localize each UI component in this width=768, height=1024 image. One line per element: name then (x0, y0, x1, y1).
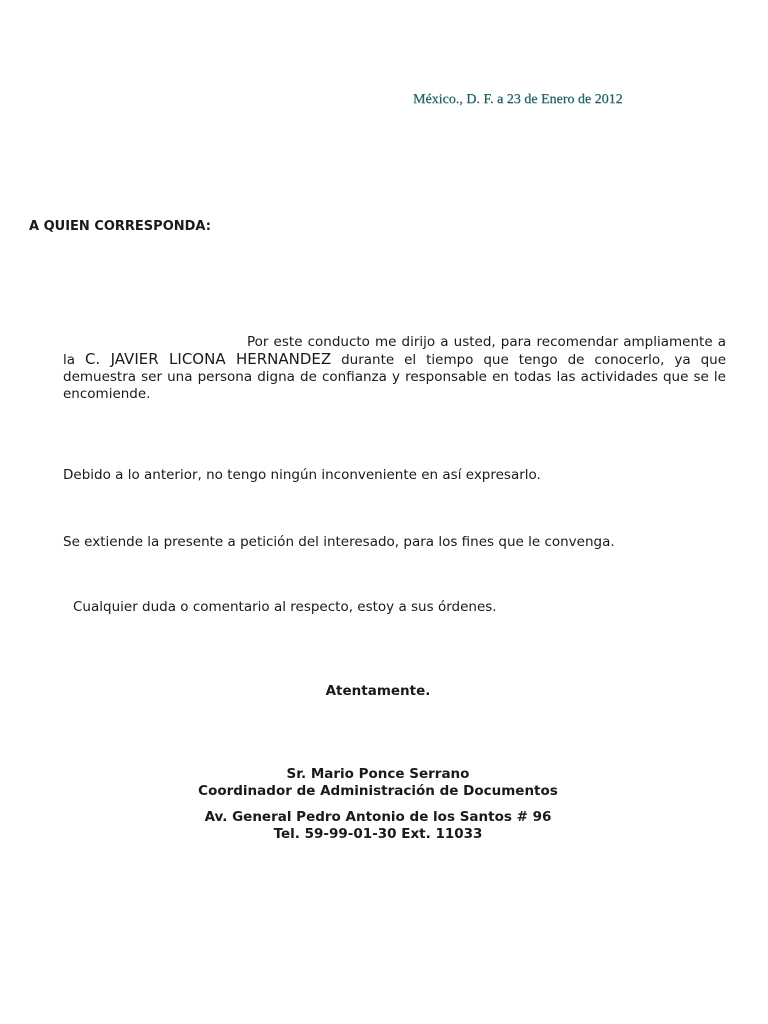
signature-block (0, 766, 756, 842)
paragraph-at-your-service: Cualquier duda o comentario al respecto, estoy a sus órdenes. (73, 599, 497, 615)
signature-spacer (0, 799, 756, 809)
salutation: A QUIEN CORRESPONDA: (29, 219, 211, 234)
recommended-person-name: C. JAVIER LICONA HERNANDEZ (84, 350, 332, 368)
closing-atentamente: Atentamente. (325, 683, 431, 699)
paragraph-text-end: durante el tiempo que tengo de conocerlo, ya que demuestra ser una persona digna de confianza y responsable en todas las actividades que se le encomiende. (63, 352, 727, 402)
paragraph-text-start: Por este conducto me dirijo a usted, para recomendar ampliamente a la (63, 334, 726, 368)
date-line: México., D. F. a 23 de Enero de 2012 (413, 92, 623, 107)
recommendation-paragraph (63, 334, 726, 403)
signer-name: Sr. Mario Ponce Serrano (286, 766, 470, 782)
paragraph-no-inconvenience: Debido a lo anterior, no tengo ningún inconveniente en así expresarlo. (63, 467, 541, 483)
signer-address: Av. General Pedro Antonio de los Santos # 96 (204, 809, 552, 825)
signer-position: Coordinador de Administración de Documentos (198, 782, 558, 799)
paragraph-purpose: Se extiende la presente a petición del interesado, para los fines que le convenga. (63, 534, 615, 550)
signer-phone: Tel. 59-99-01-30 Ext. 11033 (273, 825, 483, 842)
